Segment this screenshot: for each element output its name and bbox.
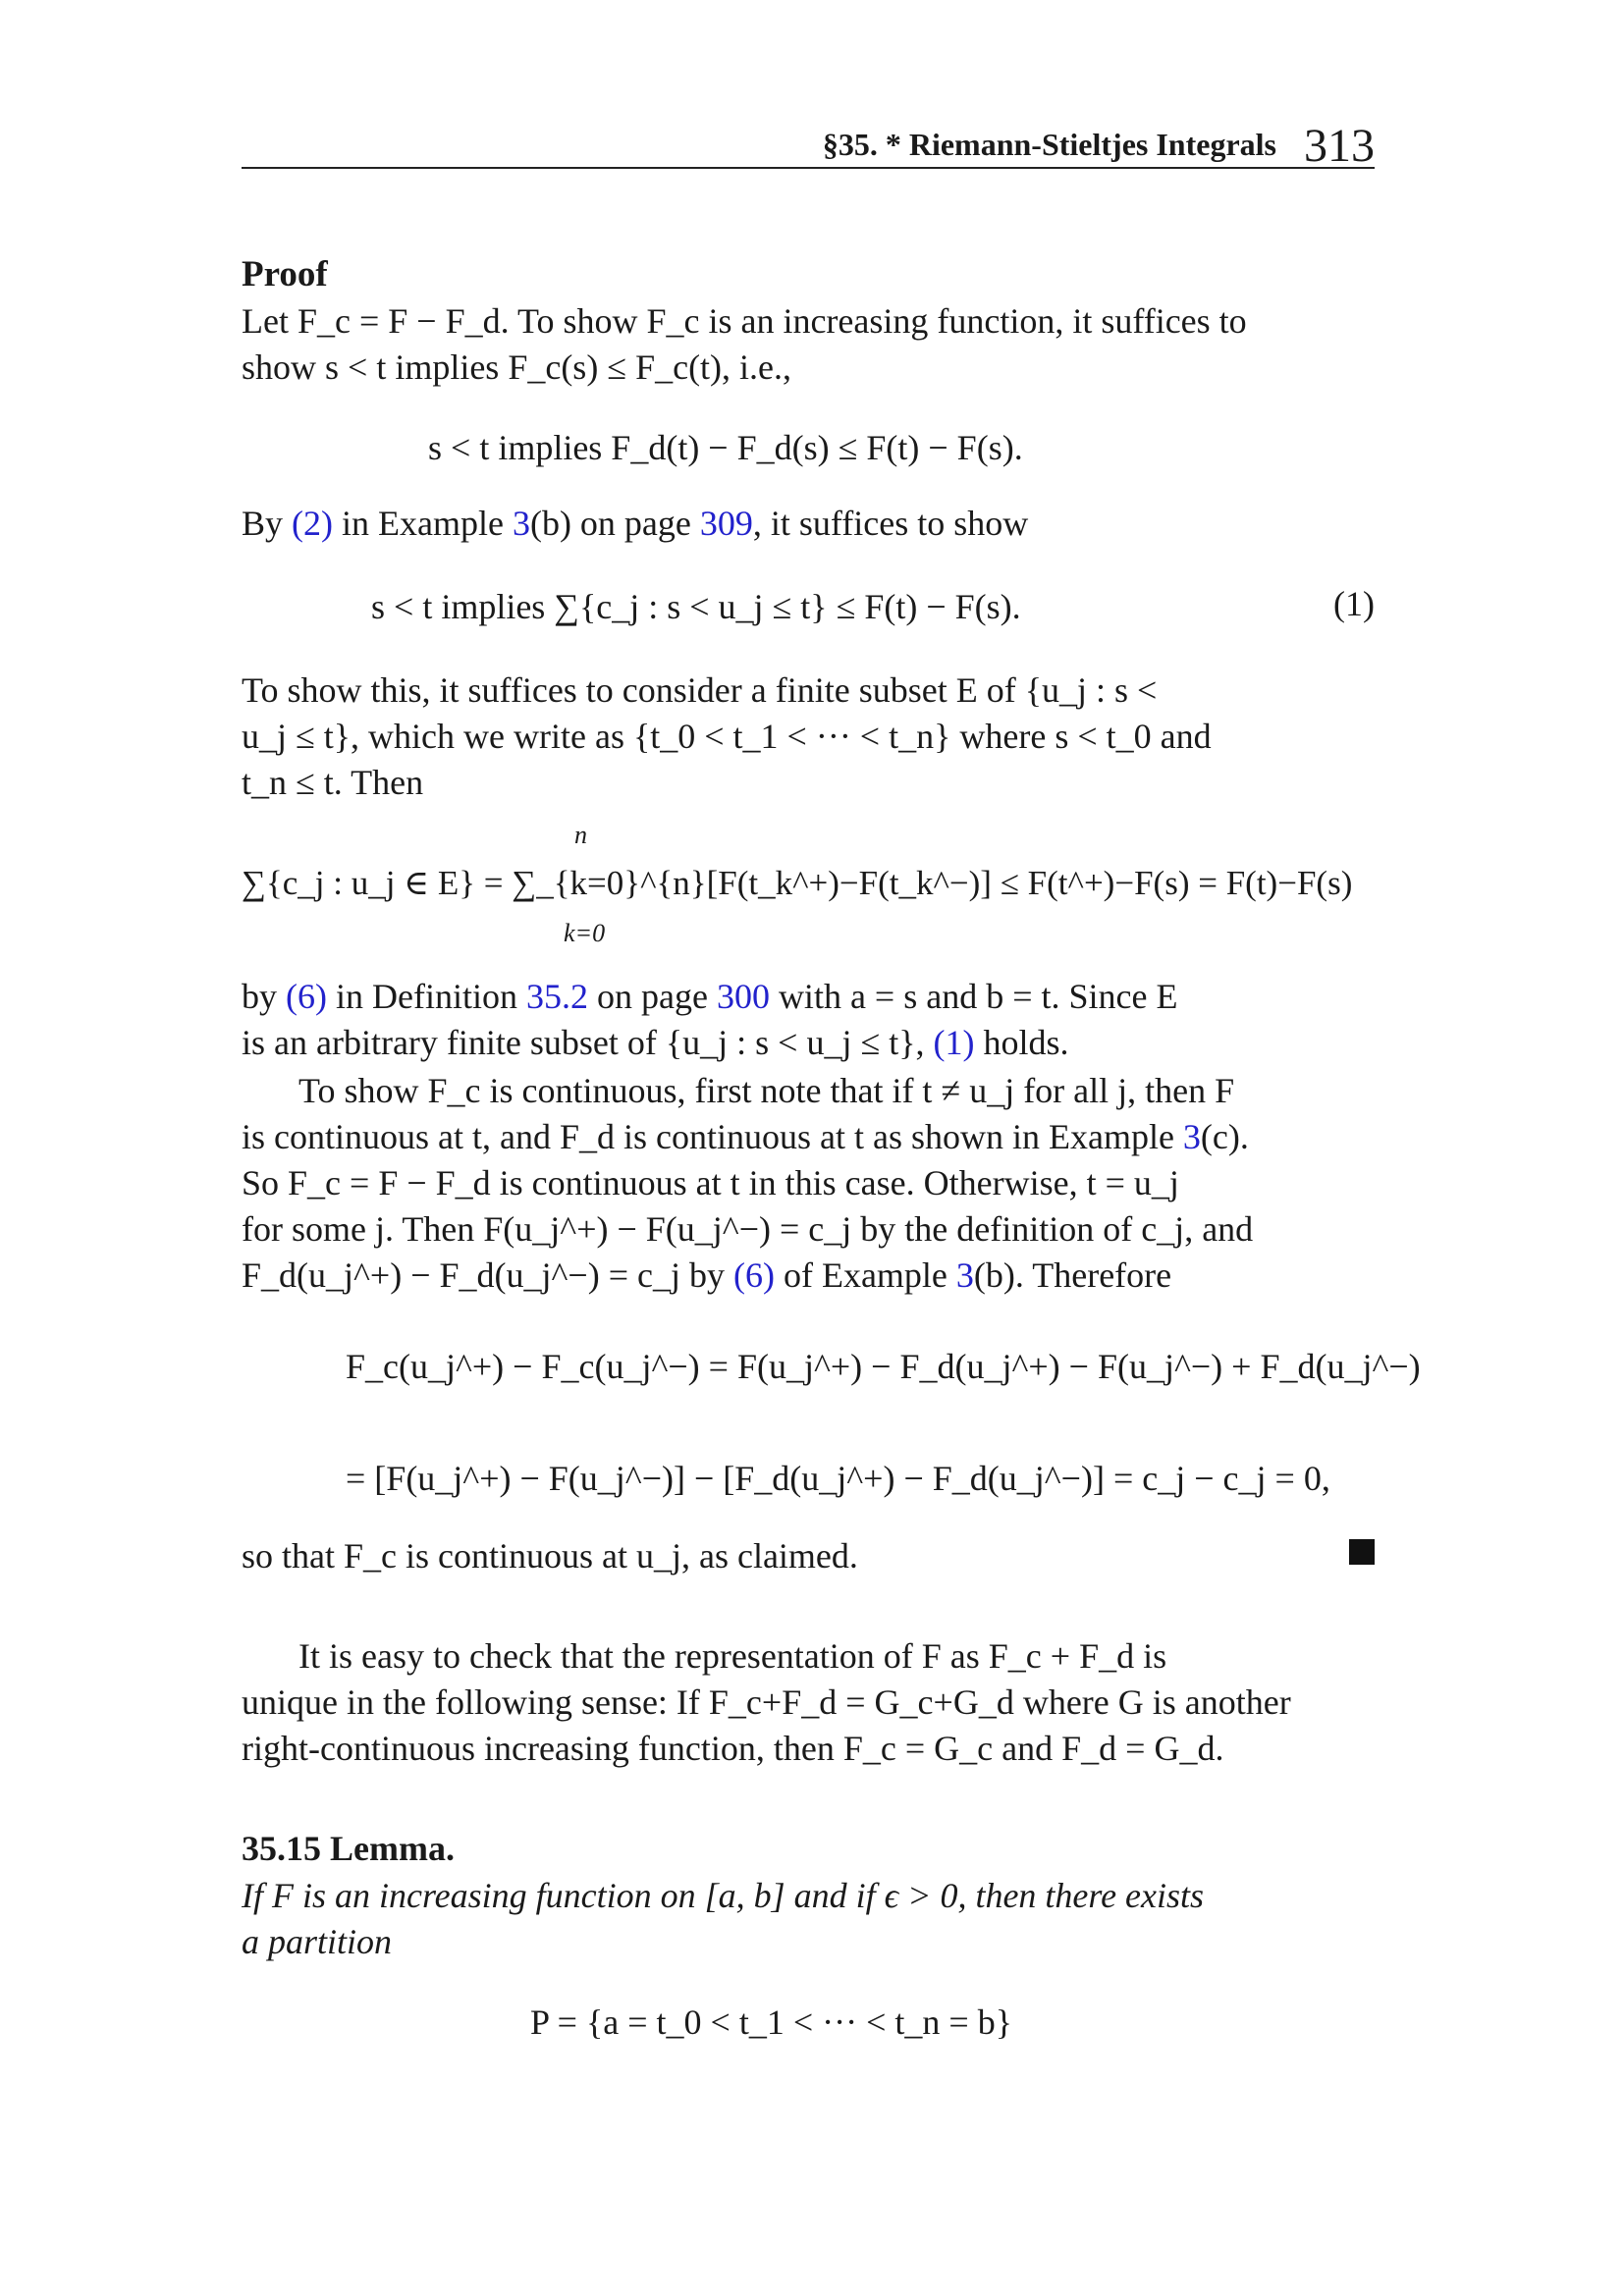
para-text: by (242, 977, 286, 1016)
by-line-text: (b) on page (529, 504, 700, 543)
para-line: So F_c = F − F_d is continuous at t in this case. Otherwise, t = u_j (242, 1163, 1179, 1202)
ref-example-3-link[interactable]: 3 (955, 1255, 974, 1295)
para-line: for some j. Then F(u_j^+) − F(u_j^−) = c_j by the definition of c_j, and (242, 1209, 1254, 1249)
proof-line-1: Let F_c = F − F_d. To show F_c is an increasing function, it suffices to (242, 301, 1247, 341)
para-text: F_d(u_j^+) − F_d(u_j^−) = c_j by (242, 1255, 733, 1295)
lemma-line: If F is an increasing function on [a, b] and if ϵ > 0, then there exists (242, 1876, 1205, 1915)
ref-example-3-link[interactable]: 3 (1182, 1117, 1201, 1156)
para-line: unique in the following sense: If F_c+F_d = G_c+G_d where G is another (242, 1682, 1291, 1722)
para-line: right-continuous increasing function, then F_c = G_c and F_d = G_d. (242, 1729, 1224, 1768)
para-text: holds. (974, 1023, 1069, 1062)
proof-heading: Proof (242, 254, 328, 294)
qed-square-icon (1349, 1539, 1375, 1565)
para-text: of Example (774, 1255, 956, 1295)
by-line (242, 501, 1375, 547)
by-line-text: , it suffices to show (752, 504, 1029, 543)
equation-d: F_c(u_j^+) − F_c(u_j^−) = F(u_j^+) − F_d(u_j^+) − F(u_j^−) + F_d(u_j^−) (346, 1347, 1421, 1386)
equation-e: = [F(u_j^+) − F(u_j^−)] − [F_d(u_j^+) − F_d(u_j^−)] = c_j − c_j = 0, (346, 1459, 1330, 1498)
ref-eq-6-link[interactable]: (6) (286, 977, 327, 1016)
ref-page-309-link[interactable]: 309 (699, 504, 753, 543)
equation-b: s < t implies ∑{c_j : s < u_j ≤ t} ≤ F(t) − F(s). (371, 587, 1021, 626)
sum-upper-limit: n (574, 821, 587, 849)
running-header (242, 118, 1375, 172)
lemma-statement (242, 1873, 1375, 1965)
para-text: (c). (1200, 1117, 1249, 1156)
ref-eq-6-link[interactable]: (6) (732, 1255, 775, 1295)
equation-number-1: (1) (1333, 584, 1375, 623)
page-number: 313 (1304, 120, 1375, 172)
para-text: on page (587, 977, 717, 1016)
para-text: is an arbitrary finite subset of {u_j : s < u_j ≤ t}, (242, 1023, 934, 1062)
ref-eq-1-link[interactable]: (1) (933, 1023, 975, 1062)
section-title: §35. * Riemann-Stieltjes Integrals (822, 127, 1276, 162)
paragraph-definition-ref (242, 974, 1375, 1066)
para-text: in Definition (326, 977, 526, 1016)
para-line: t_n ≤ t. Then (242, 763, 424, 802)
equation-a: s < t implies F_d(t) − F_d(s) ≤ F(t) − F(s). (428, 428, 1023, 467)
ref-definition-35-2-link[interactable]: 35.2 (525, 977, 588, 1016)
proof-intro (242, 298, 1375, 391)
sum-lower-limit: k=0 (564, 919, 606, 947)
by-line-text: in Example (333, 504, 513, 543)
lemma-partition-equation: P = {a = t_0 < t_1 < ··· < t_n = b} (530, 2002, 1013, 2042)
para-text: with a = s and b = t. Since E (769, 977, 1178, 1016)
paragraph-uniqueness (242, 1633, 1375, 1772)
para-text: is continuous at t, and F_d is continuous at t as shown in Example (242, 1117, 1183, 1156)
para-line: u_j ≤ t}, which we write as {t_0 < t_1 < ··· < t_n} where s < t_0 and (242, 717, 1212, 756)
equation-c: ∑{c_j : u_j ∈ E} = ∑_{k=0}^{n}[F(t_k^+)−F(t_k^−)] ≤ F(t^+)−F(s) = F(t)−F(s) (242, 864, 1353, 902)
by-line-text: By (242, 504, 293, 543)
lemma-heading: 35.15 Lemma. (242, 1829, 455, 1868)
para-text: (b). Therefore (973, 1255, 1172, 1295)
para-line: To show this, it suffices to consider a finite subset E of {u_j : s < (242, 670, 1158, 710)
ref-example-3-link[interactable]: 3 (512, 504, 530, 543)
proof-closing: so that F_c is continuous at u_j, as claimed. (242, 1536, 858, 1575)
paragraph-continuity (242, 1068, 1375, 1299)
paragraph-finite-subset (242, 667, 1375, 806)
lemma-line: a partition (242, 1922, 393, 1961)
ref-page-300-link[interactable]: 300 (716, 977, 770, 1016)
proof-line-2: show s < t implies F_c(s) ≤ F_c(t), i.e., (242, 347, 792, 387)
para-line: To show F_c is continuous, first note that if t ≠ u_j for all j, then F (298, 1071, 1235, 1110)
ref-eq-2-link[interactable]: (2) (292, 504, 333, 543)
para-line: It is easy to check that the representation of F as F_c + F_d is (298, 1636, 1167, 1676)
